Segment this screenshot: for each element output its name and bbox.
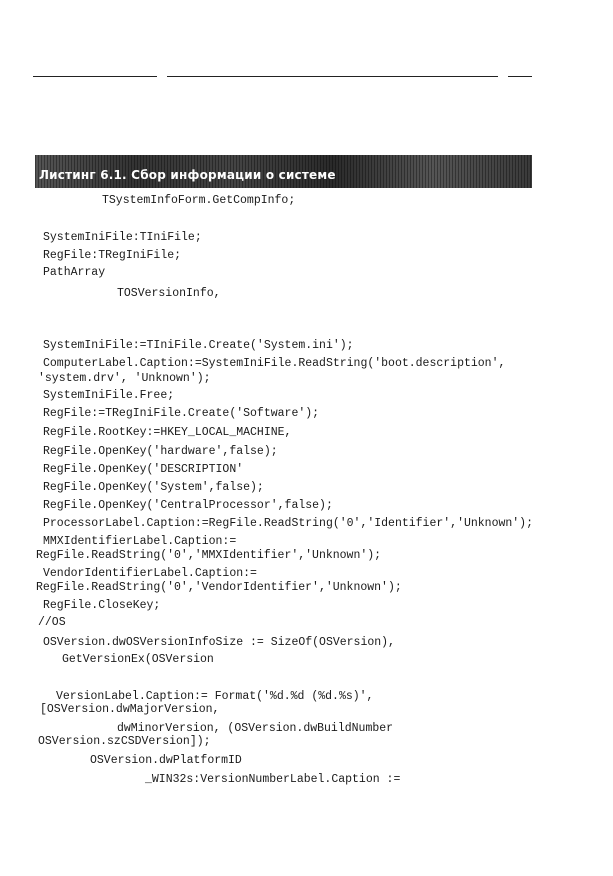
code-line: RegFile.OpenKey('DESCRIPTION' (43, 463, 244, 476)
header-rule-right (508, 76, 532, 77)
code-line: _WIN32s:VersionNumberLabel.Caption := (145, 773, 401, 786)
code-line: RegFile.CloseKey; (43, 599, 161, 612)
code-line: RegFile.ReadString('0','MMXIdentifier','Unknown'); (36, 549, 382, 562)
code-line: 'system.drv', 'Unknown'); (38, 372, 211, 385)
code-line: RegFile.RootKey:=HKEY_LOCAL_MACHINE, (43, 426, 292, 439)
code-line: SystemIniFile:=TIniFile.Create('System.ini'); (43, 339, 354, 352)
code-line: RegFile.OpenKey('hardware',false); (43, 445, 278, 458)
code-line: //OS (38, 616, 66, 629)
header-rule-middle (167, 76, 498, 77)
code-line: VendorIdentifierLabel.Caption:= (43, 567, 257, 580)
code-line: SystemIniFile.Free; (43, 389, 175, 402)
code-line: PathArray (43, 266, 106, 279)
code-line: [OSVersion.dwMajorVersion, (40, 703, 220, 716)
code-line: RegFile.OpenKey('System',false); (43, 481, 264, 494)
code-line: RegFile:=TRegIniFile.Create('Software'); (43, 407, 320, 420)
code-line: OSVersion.szCSDVersion]); (38, 735, 211, 748)
code-line: VersionLabel.Caption:= Format('%d.%d (%d.%s)', (56, 690, 374, 703)
code-line: MMXIdentifierLabel.Caption:= (43, 535, 237, 548)
code-line: RegFile.ReadString('0','VendorIdentifier','Unknown'); (36, 581, 402, 594)
header-rule-left (33, 76, 157, 77)
code-line: RegFile:TRegIniFile; (43, 249, 182, 262)
code-line: ProcessorLabel.Caption:=RegFile.ReadString('0','Identifier','Unknown'); (43, 517, 533, 530)
code-line: OSVersion.dwOSVersionInfoSize := SizeOf(OSVersion), (43, 636, 395, 649)
code-line: ComputerLabel.Caption:=SystemIniFile.ReadString('boot.description', (43, 357, 506, 370)
code-line: SystemIniFile:TIniFile; (43, 231, 202, 244)
listing-caption-banner (35, 155, 532, 188)
code-line: TSystemInfoForm.GetCompInfo; (102, 194, 296, 207)
code-line: GetVersionEx(OSVersion (62, 653, 214, 666)
code-line: RegFile.OpenKey('CentralProcessor',false); (43, 499, 333, 512)
code-line: dwMinorVersion, (OSVersion.dwBuildNumber (117, 722, 394, 735)
code-line: TOSVersionInfo, (117, 287, 221, 300)
code-line: OSVersion.dwPlatformID (90, 754, 242, 767)
listing-title: Листинг 6.1. Сбор информации о системе (39, 168, 336, 182)
